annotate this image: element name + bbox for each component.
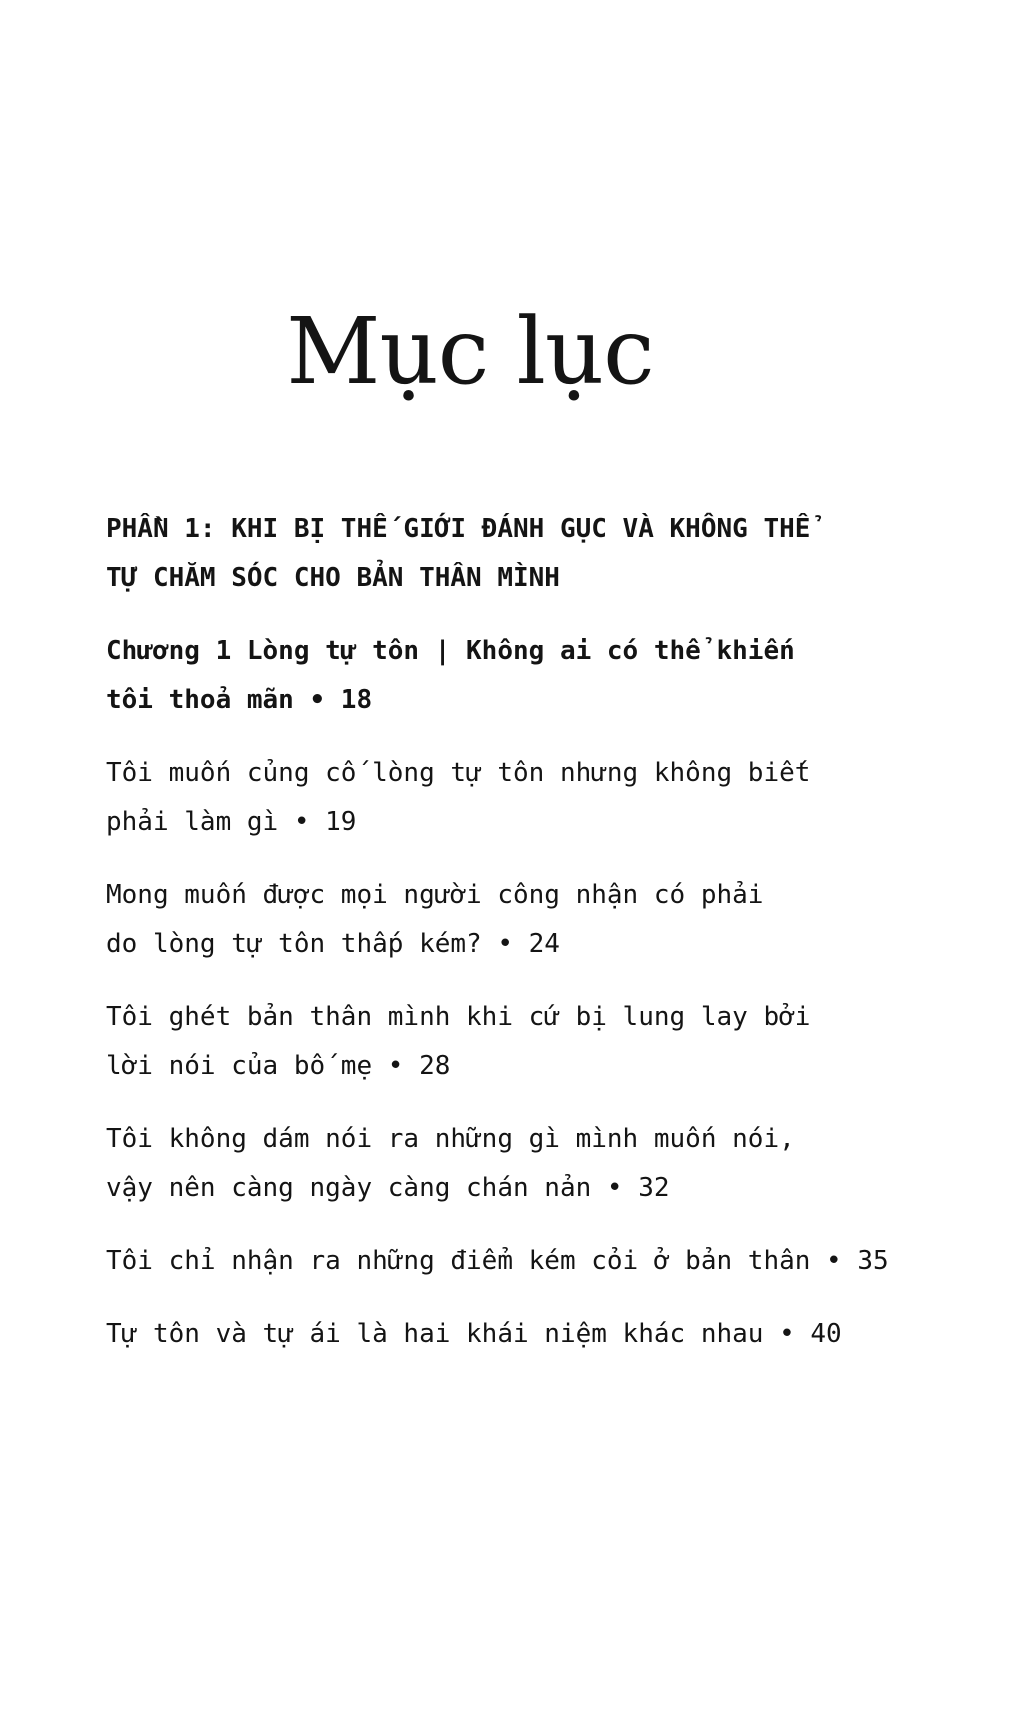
toc-entry	[106, 1237, 889, 1286]
toc-entry-line-1: Tự tôn và tự ái là hai khái niệm khác nhau • 40	[106, 1319, 842, 1349]
toc-entry-line-1: Tôi ghét bản thân mình khi cứ bị lung lay bởi	[106, 1002, 811, 1032]
toc-entry-line-2: phải làm gì • 19	[106, 807, 357, 837]
toc-entry	[106, 993, 866, 1091]
part-heading-line-1: PHẦN 1: KHI BỊ THẾ GIỚI ĐÁNH GỤC VÀ KHÔNG THỂ	[106, 514, 811, 544]
page-title: Mục lục	[286, 298, 654, 405]
toc-entry-line-1: Mong muốn được mọi người công nhận có phải	[106, 880, 764, 910]
toc-entry-line-1: Tôi muốn củng cố lòng tự tôn nhưng không biết	[106, 758, 811, 788]
table-of-contents	[106, 505, 889, 1383]
toc-entry	[106, 749, 866, 847]
part-heading	[106, 505, 866, 603]
chapter-heading	[106, 627, 866, 725]
chapter-heading-line-1: Chương 1 Lòng tự tôn | Không ai có thể khiến	[106, 636, 795, 666]
toc-entry-line-1: Tôi không dám nói ra những gì mình muốn nói,	[106, 1124, 795, 1154]
toc-entry-line-2: lời nói của bố mẹ • 28	[106, 1051, 451, 1081]
toc-entry	[106, 871, 866, 969]
toc-entry	[106, 1115, 866, 1213]
part-heading-line-2: TỰ CHĂM SÓC CHO BẢN THÂN MÌNH	[106, 563, 560, 593]
chapter-heading-line-2: tôi thoả mãn • 18	[106, 685, 373, 715]
toc-entry-line-2: do lòng tự tôn thấp kém? • 24	[106, 929, 560, 959]
toc-entry	[106, 1310, 866, 1359]
toc-entry-line-1: Tôi chỉ nhận ra những điểm kém cỏi ở bản thân • 35	[106, 1246, 889, 1276]
toc-entry-line-2: vậy nên càng ngày càng chán nản • 32	[106, 1173, 670, 1203]
